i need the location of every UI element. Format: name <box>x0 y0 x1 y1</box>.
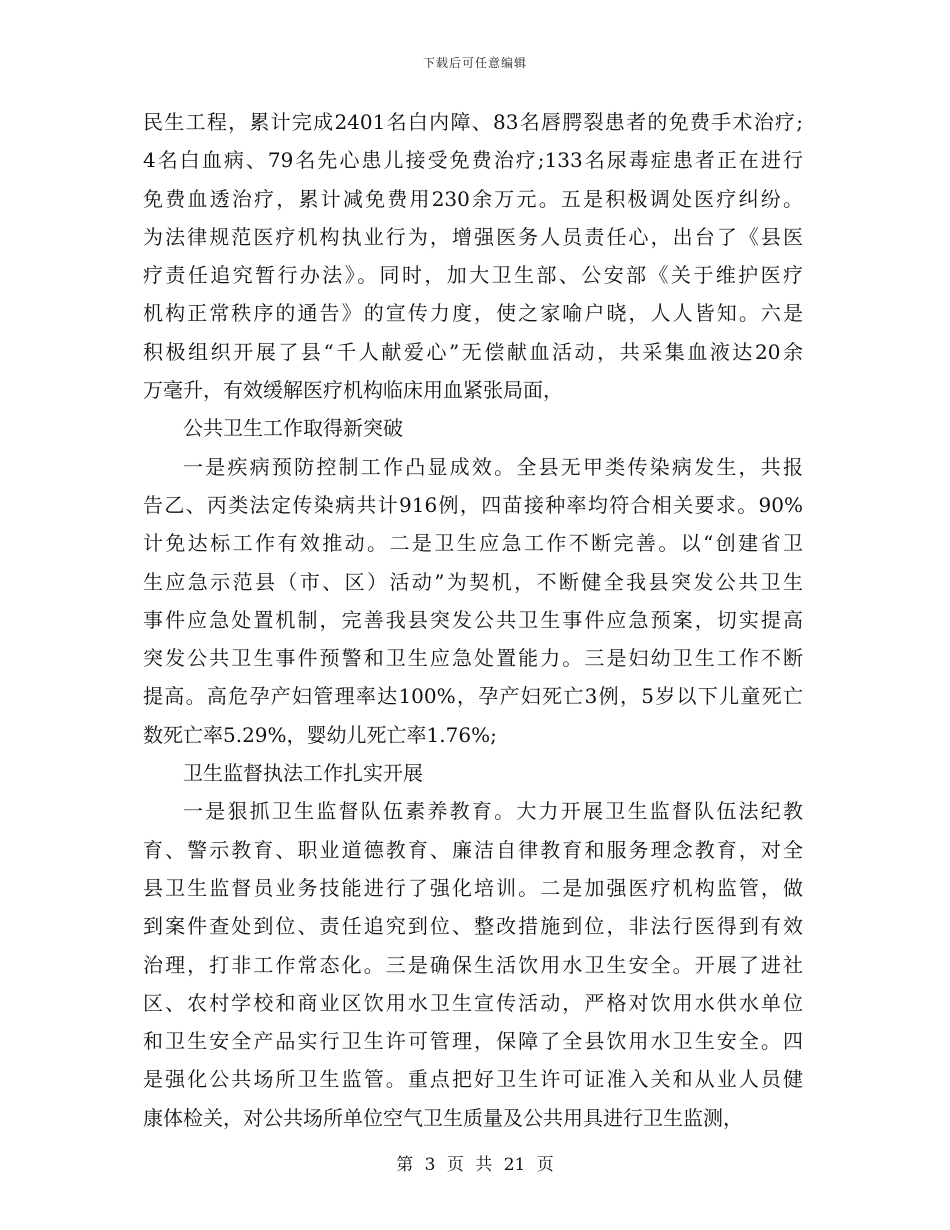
text-line: 区、农村学校和商业区饮用水卫生宣传活动，严格对饮用水供水单位 <box>143 990 803 1015</box>
text-line: 4名白血病、79名先心患儿接受免费治疗;133名尿毒症患者正在进行 <box>143 148 803 173</box>
text-line: 提高。高危孕产妇管理率达100%，孕产妇死亡3例，5岁以下儿童死亡 <box>143 684 803 709</box>
text-line: 康体检关，对公共场所单位空气卫生质量及公共用具进行卫生监测， <box>143 1105 743 1130</box>
text-line: 为法律规范医疗机构执业行为，增强医务人员责任心，出台了《县医 <box>143 224 803 249</box>
text-line: 事件应急处置机制，完善我县突发公共卫生事件应急预案，切实提高 <box>143 607 803 632</box>
document-body <box>143 103 803 1137</box>
text-line: 到案件查处到位、责任追究到位、整改措施到位，非法行医得到有效 <box>143 914 803 939</box>
text-line: 育、警示教育、职业道德教育、廉洁自律教育和服务理念教育，对全 <box>143 837 803 862</box>
text-line: 一是狠抓卫生监督队伍素养教育。大力开展卫生监督队伍法纪教 <box>183 799 803 824</box>
text-line: 机构正常秩序的通告》的宣传力度，使之家喻户晓，人人皆知。六是 <box>143 301 803 326</box>
text-line: 和卫生安全产品实行卫生许可管理，保障了全县饮用水卫生安全。四 <box>143 1029 803 1054</box>
text-line: 一是疾病预防控制工作凸显成效。全县无甲类传染病发生，共报 <box>183 454 803 479</box>
text-line: 是强化公共场所卫生监管。重点把好卫生许可证准入关和从业人员健 <box>143 1067 803 1092</box>
text-line: 疗责任追究暂行办法》。同时，加大卫生部、公安部《关于维护医疗 <box>143 263 803 288</box>
text-line: 突发公共卫生事件预警和卫生应急处置能力。三是妇幼卫生工作不断 <box>143 646 803 671</box>
text-line: 民生工程，累计完成2401名白内障、83名唇腭裂患者的免费手术治疗; <box>143 110 803 134</box>
text-line: 告乙、丙类法定传染病共计916例，四苗接种率均符合相关要求。90% <box>143 492 803 517</box>
text-line: 计免达标工作有效推动。二是卫生应急工作不断完善。以“创建省卫 <box>143 531 803 556</box>
text-line: 生应急示范县（市、区）活动”为契机，不断健全我县突发公共卫生 <box>143 569 803 594</box>
text-line: 万毫升，有效缓解医疗机构临床用血紧张局面， <box>143 378 563 403</box>
text-line: 免费血透治疗，累计减免费用230余万元。五是积极调处医疗纠纷。 <box>143 186 803 211</box>
text-line: 积极组织开展了县“千人献爱心”无偿献血活动，共采集血液达20余 <box>143 339 803 364</box>
text-line: 治理，打非工作常态化。三是确保生活饮用水卫生安全。开展了进社 <box>143 952 803 977</box>
text-line: 县卫生监督员业务技能进行了强化培训。二是加强医疗机构监管，做 <box>143 875 803 900</box>
page-header: 下载后可任意编辑 <box>422 56 527 70</box>
section-heading: 公共卫生工作取得新突破 <box>183 416 403 441</box>
text-line: 数死亡率5.29%，婴幼儿死亡率1.76%; <box>143 722 497 747</box>
page-number-footer: 第 3 页 共 21 页 <box>396 1155 554 1175</box>
section-heading: 卫生监督执法工作扎实开展 <box>183 761 423 786</box>
